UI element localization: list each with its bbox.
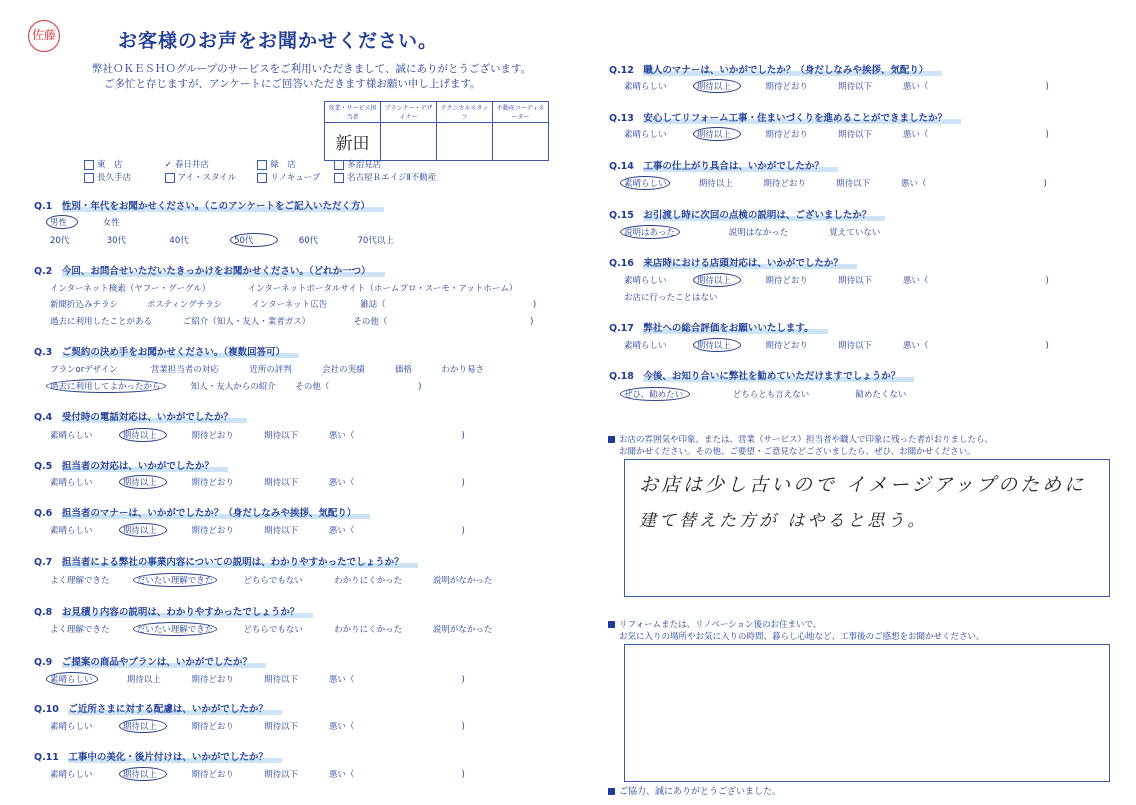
scale-option[interactable]: 期待以下 [264,478,299,488]
scale-option-selected[interactable]: 期待以上 [119,475,167,489]
scale-option[interactable]: 悪い（ [328,770,355,780]
q12-scale [624,80,1049,92]
q6-heading: Q.6 担当者のマナーは、いかがでしたか？（身だしなみや挨拶、気配り） [34,505,370,519]
age-option[interactable]: 70代以上 [357,236,394,246]
staff-header-realestate: 不動産コーディネーター [493,102,549,123]
q11-heading: Q.11 工事中の美化・後片付けは、いかがでしたか？ [34,749,282,763]
answer-option[interactable]: その他（ [295,382,330,392]
answer-option[interactable]: ご紹介（知人・友人・業者ガス） [182,317,311,327]
scale-option[interactable]: 期待以下 [264,431,299,441]
paren-close: ) [1045,276,1049,286]
answer-option[interactable]: 近所の評判 [249,365,292,375]
bullet-square-icon [608,788,615,795]
paren-close: ) [1043,179,1047,189]
answer-option[interactable]: 勧めたくない [855,390,907,400]
paren-close: ) [418,382,422,392]
paren-close: ) [461,431,465,441]
scale-option[interactable]: 悪い（ [902,341,929,351]
answer-option[interactable]: インターネット広告 [251,300,328,310]
staff-header-tech: テクニカルスタッフ [437,102,493,123]
seal-stamp: 佐藤 [28,20,60,52]
scale-option-selected[interactable]: 期待以上 [693,338,741,352]
scale-option[interactable]: 素晴らしい [624,82,667,92]
scale-option[interactable]: 期待以上 [698,179,733,189]
store-option[interactable]: 名古屋ＲエイジⅡ不動産 [334,172,436,185]
scale-option-selected[interactable]: 期待以上 [693,127,741,141]
answer-option[interactable]: プランorデザイン [50,365,118,375]
answer-option[interactable]: よく理解できた [50,576,110,586]
intro-line-1: 弊社ＯＫＥＳＨＯグループのサービスをご利用いただきまして、誠にありがとうございます。 [92,63,532,75]
page-title: お客様のお声をお聞かせください。 [118,30,439,52]
answer-option-selected[interactable]: だいたい理解できた [133,573,217,587]
q7-options [50,574,492,586]
answer-option[interactable]: 説明がなかった [432,625,493,635]
answer-option[interactable]: 説明がなかった [432,576,493,586]
scale-option[interactable]: 悪い（ [328,431,355,441]
age-option[interactable]: 40代 [169,236,189,246]
q17-scale [624,339,1049,351]
comment1-line2: 建て替えた方が はやると思う。 [639,511,928,531]
scale-option[interactable]: 期待以下 [838,276,873,286]
scale-option-selected[interactable]: 期待以上 [693,273,741,287]
answer-option-selected[interactable]: 説明はあった [620,225,680,239]
answer-option[interactable]: 会社の実績 [322,365,365,375]
paren-close: ) [532,300,537,310]
age-option[interactable]: 30代 [106,236,127,246]
comment1-prompt: お店の雰囲気や印象。または、営業（サービス）担当者や職人で印象に残った者がおりましたら、 お聞かせください。その他、ご要望・ご意見などございましたら、ぜひ、お聞かせください。 [608,433,993,457]
paren-close: ) [1045,130,1049,140]
store-option[interactable]: 緑 店 [257,159,331,172]
answer-option[interactable]: わかりにくかった [334,576,403,586]
q6-scale [50,524,465,536]
staff-table [324,101,549,161]
scale-option[interactable]: 期待どおり [191,722,234,732]
q16-never-visited[interactable]: お店に行ったことはない [624,293,718,303]
q9-scale [50,673,465,685]
store-option[interactable]: 長久手店 [84,172,162,185]
scale-option[interactable]: 期待どおり [763,179,806,189]
scale-option[interactable]: 素晴らしい [50,722,93,732]
comment2-textbox[interactable] [624,644,1110,782]
store-option[interactable]: リノキューブ [257,172,331,185]
scale-option-selected[interactable]: 期待以上 [693,79,741,93]
scale-option-selected[interactable]: 素晴らしい [46,672,98,686]
answer-option[interactable]: 覚えていない [829,228,881,238]
store-option[interactable]: 東 店 [84,159,162,172]
staff-header-planner: プランナー・デザイナー [381,102,437,123]
scale-option[interactable]: 素晴らしい [624,130,667,140]
q3-options-row2 [50,380,421,392]
scale-option[interactable]: 素晴らしい [50,478,93,488]
q2-options-row3 [50,315,533,327]
q1-heading: Q.1 性別・年代をお聞かせください。（このアンケートをご記入いただく方） [34,198,384,212]
q12-heading: Q.12 職人のマナーは、いかがでしたか？（身だしなみや挨拶、気配り） [609,62,942,76]
age-option[interactable]: 20代 [50,236,70,246]
staff-planner-name [381,123,437,161]
answer-option-selected[interactable]: 過去に利用してよかったから [46,379,166,393]
scale-option-selected[interactable]: 期待以上 [119,523,167,537]
answer-option[interactable]: 新聞折込みチラシ [50,300,119,310]
answer-option[interactable]: 営業担当者の対応 [150,365,219,375]
scale-option[interactable]: 素晴らしい [50,770,93,780]
paren-close: ) [461,478,465,488]
q1-gender-options [50,216,120,228]
q16-scale [624,274,1049,286]
answer-option[interactable]: その他（ [353,317,388,327]
q8-options [50,623,492,635]
answer-option[interactable]: どちらでもない [243,576,303,586]
q8-heading: Q.8 お見積り内容の説明は、わかりやすかったでしょうか？ [34,604,313,618]
q5-scale [50,476,465,488]
scale-option-selected[interactable]: 素晴らしい [620,176,670,190]
scale-option[interactable]: 期待以下 [264,722,299,732]
bullet-square-icon [608,436,615,443]
scale-option[interactable]: 素晴らしい [624,341,667,351]
scale-option[interactable]: 期待以下 [838,82,873,92]
scale-option[interactable]: 期待どおり [191,431,234,441]
scale-option[interactable]: 期待どおり [765,82,808,92]
scale-option[interactable]: 素晴らしい [50,526,93,536]
q13-scale [624,128,1049,140]
scale-option[interactable]: 期待どおり [191,675,234,685]
q4-heading: Q.4 受付時の電話対応は、いかがでしたか？ [34,409,247,423]
scale-option-selected[interactable]: 期待以上 [119,428,167,442]
scale-option[interactable]: 素晴らしい [624,276,667,286]
scale-option[interactable]: 期待以下 [838,130,873,140]
thanks-line: ご協力、誠にありがとうございました。 [608,784,781,797]
answer-option[interactable]: どちらでもない [243,625,303,635]
q17-heading: Q.17 弊社への総合評価をお願いいたします。 [609,320,828,334]
q18-heading: Q.18 今後、お知り合いに弊社を勧めていただけますでしょうか？ [609,368,914,382]
q15-options [624,226,880,238]
q14-heading: Q.14 工事の仕上がり具合は、いかがでしたか？ [609,158,838,172]
q1-age-options [50,234,394,246]
scale-option[interactable]: 期待以下 [264,526,299,536]
q7-heading: Q.7 担当者による弊社の事業内容についての説明は、わかりやすかったでしょうか？ [34,554,418,568]
paren-close: ) [461,526,465,536]
staff-tech-name [437,123,493,161]
scale-option[interactable]: 期待どおり [765,341,808,351]
store-checkboxes [84,159,436,185]
q4-scale [50,429,465,441]
answer-option[interactable]: インターネット検索（ヤフー・グーグル） [50,284,211,294]
scale-option-selected[interactable]: 期待以上 [119,719,167,733]
paren-close: ) [461,675,465,685]
answer-option[interactable]: インターネットポータルサイト（ホームプロ・スーモ・アットホーム） [247,284,518,294]
comment1-line1: お店は少し古いので イメージアップのために [639,474,1087,496]
store-option[interactable]: アイ・スタイル [165,172,255,185]
q10-scale [50,720,465,732]
scale-option[interactable]: 期待以下 [264,770,299,780]
answer-option[interactable]: どちらとも言えない [732,390,810,400]
staff-realestate-name [493,123,549,161]
answer-option[interactable]: 価格 [394,365,412,375]
paren-close: ) [1045,341,1049,351]
answer-option[interactable]: 過去に利用したことがある [50,317,153,327]
staff-header-sales: 営業・サービス担当者 [325,102,381,123]
age-option-selected[interactable]: 50代 [230,233,278,247]
q3-heading: Q.3 ご契約の決め手をお聞かせください。（複数回答可） [34,344,299,358]
answer-option[interactable]: よく理解できた [50,625,110,635]
q9-heading: Q.9 ご提案の商品やプランは、いかがでしたか？ [34,654,266,668]
q10-heading: Q.10 ご近所さまに対する配慮は、いかがでしたか？ [34,701,282,715]
paren-close: ) [530,317,534,327]
scale-option[interactable]: 悪い（ [328,722,355,732]
q16-heading: Q.16 来店時における店頭対応は、いかがでしたか？ [609,255,857,269]
q3-options-row1 [50,363,484,375]
scale-option[interactable]: 悪い（ [902,82,929,92]
q15-heading: Q.15 お引渡し時に次回の点検の説明は、ございましたか？ [609,207,885,221]
comment1-textbox[interactable] [624,459,1110,597]
scale-option[interactable]: 悪い（ [328,675,355,685]
answer-option[interactable]: 知人・友人からの紹介 [190,382,276,392]
answer-option[interactable]: 説明はなかった [728,228,789,238]
paren-close: ) [461,770,465,780]
scale-option[interactable]: 悪い（ [902,276,929,286]
intro-line-2: ご多忙と存じますが、アンケートにご回答いただきます様お願い申し上げます。 [104,78,481,90]
bullet-square-icon [608,621,615,628]
q2-options-row1 [50,282,517,294]
scale-option[interactable]: 期待どおり [191,770,234,780]
q5-heading: Q.5 担当者の対応は、いかがでしたか？ [34,458,228,472]
q13-heading: Q.13 安心してリフォーム工事・住まいづくりを進めることができましたか？ [609,110,961,124]
age-option[interactable]: 60代 [298,236,319,246]
scale-option[interactable]: 悪い（ [902,130,929,140]
answer-option[interactable]: ポスティングチラシ [146,300,223,310]
answer-option[interactable]: わかりにくかった [334,625,403,635]
scale-option[interactable]: 期待どおり [191,478,234,488]
paren-close: ) [1045,82,1049,92]
scale-option[interactable]: 期待どおり [765,130,808,140]
scale-option-selected[interactable]: 期待以上 [119,767,167,781]
answer-option[interactable]: わかり易さ [441,365,485,375]
scale-option[interactable]: 期待どおり [191,526,234,536]
staff-sales-name: 新田 [325,123,381,161]
comment2-prompt: リフォームまたは、リノベーション後のお住まいで、 お気に入りの場所やお気に入りの時間、暮らし心地など、工事後のご感想をお聞かせください。 [608,618,985,642]
paren-close: ) [461,722,465,732]
answer-option-selected[interactable]: だいたい理解できた [133,622,217,636]
q2-heading: Q.2 今回、お問合せいただいたきっかけをお聞かせください。（どれか一つ） [34,263,385,277]
scale-option[interactable]: 期待以上 [126,675,161,685]
scale-option[interactable]: 期待どおり [765,276,808,286]
q18-options [624,388,906,400]
answer-female[interactable]: 女性 [102,218,120,228]
answer-option[interactable]: 雑誌（ [360,300,386,310]
store-option[interactable]: ✓ 春日井店 [164,160,209,170]
store-option[interactable]: 多治見店 [334,159,381,172]
scale-option[interactable]: 期待以下 [836,179,871,189]
scale-option[interactable]: 期待以下 [838,341,873,351]
scale-option[interactable]: 素晴らしい [50,431,93,441]
q14-scale [624,177,1047,189]
scale-option[interactable]: 期待以下 [264,675,299,685]
scale-option[interactable]: 悪い（ [328,478,355,488]
q11-scale [50,768,465,780]
answer-option-selected[interactable]: ぜひ、勧めたい [620,387,690,401]
scale-option[interactable]: 悪い（ [328,526,355,536]
answer-male[interactable]: 男性 [46,215,78,229]
q2-options-row2 [50,298,536,310]
scale-option[interactable]: 悪い（ [900,179,927,189]
